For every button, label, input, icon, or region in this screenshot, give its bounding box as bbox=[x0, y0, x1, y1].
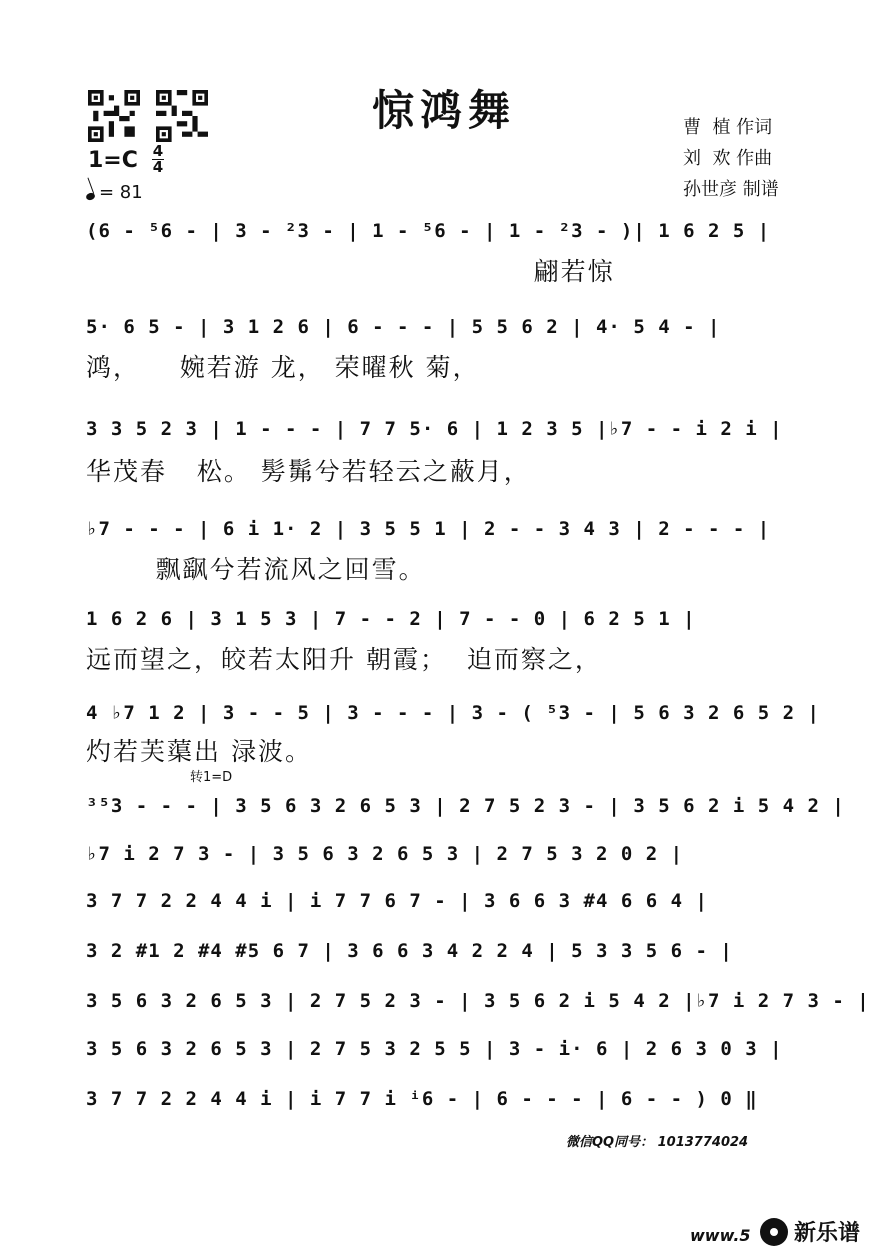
lyric-line-2: 鸿， 婉若游 龙， 荣曜秋 菊， bbox=[86, 353, 480, 382]
score-line-7: ³⁵3 - - - | 3 5 6 3 2 6 5 3 | 2 7 5 2 3 - | 3 5 6 2 i 5 4 2 | bbox=[86, 795, 845, 817]
score-line-11: 3 5 6 3 2 6 5 3 | 2 7 5 2 3 - | 3 5 6 2 i 5 4 2 |♭7 i 2 7 3 - | bbox=[86, 990, 870, 1012]
credits bbox=[683, 112, 779, 205]
brand-name: 新乐谱 bbox=[794, 1221, 861, 1246]
watermark-url: www.5 bbox=[690, 1226, 751, 1245]
score-line-10: 3 2 #1 2 #4 #5 6 7 | 3 6 6 3 4 2 2 4 | 5 3 3 5 6 - | bbox=[86, 940, 733, 962]
lyric-line-3: 华茂春 松。 髣髴兮若轻云之蔽月， bbox=[86, 457, 531, 486]
quarter-note-icon bbox=[85, 192, 96, 202]
score-line-5: 1 6 2 6 | 3 1 5 3 | 7 - - 2 | 7 - - 0 | 6 2 5 1 | bbox=[86, 608, 696, 630]
lyricist-credit: 曹 植 作词 bbox=[683, 117, 773, 138]
score-line-8: ♭7 i 2 7 3 - | 3 5 6 3 2 6 5 3 | 2 7 5 3 2 0 2 | bbox=[86, 843, 684, 865]
score-line-12: 3 5 6 3 2 6 5 3 | 2 7 5 3 2 5 5 | 3 - i· 6 | 2 6 3 0 3 | bbox=[86, 1038, 783, 1060]
score-line-6: 4 ♭7 1 2 | 3 - - 5 | 3 - - - | 3 - ( ⁵3 - | 5 6 3 2 6 5 2 | bbox=[86, 702, 820, 724]
tempo-value: = 81 bbox=[99, 182, 143, 203]
score-line-4: ♭7 - - - | 6 i 1· 2 | 3 5 5 1 | 2 - - 3 4 3 | 2 - - - | bbox=[86, 518, 771, 540]
key-signature: 1=C bbox=[88, 148, 138, 173]
score-line-13: 3 7 7 2 2 4 4 i | i 7 7 i ⁱ6 - | 6 - - - | 6 - - ) 0 ‖ bbox=[86, 1088, 758, 1110]
brand-logo bbox=[760, 1216, 860, 1247]
lyric-line-1: 翩若惊 bbox=[86, 257, 615, 286]
time-signature bbox=[152, 144, 164, 175]
score-line-9: 3 7 7 2 2 4 4 i | i 7 7 6 7 - | 3 6 6 3 #4 6 6 4 | bbox=[86, 890, 708, 912]
lyric-line-5: 远而望之，皎若太阳升 朝霞； 迫而察之， bbox=[86, 645, 602, 674]
lyric-line-6: 灼若芙蕖出 渌波。 bbox=[86, 737, 312, 766]
score-line-1: (6 - ⁵6 - | 3 - ²3 - | 1 - ⁵6 - | 1 - ²3 - )| 1 6 2 5 | bbox=[86, 220, 771, 242]
contact-info: 微信QQ同号： 1013774024 bbox=[566, 1135, 749, 1150]
score-line-3: 3 3 5 2 3 | 1 - - - | 7 7 5· 6 | 1 2 3 5 |♭7 - - i 2 i | bbox=[86, 418, 783, 440]
time-signature-bottom: 4 bbox=[152, 158, 164, 176]
transcriber-credit: 孙世彦 制谱 bbox=[683, 179, 779, 200]
time-signature-top: 4 bbox=[152, 142, 164, 160]
tempo-marking bbox=[86, 182, 143, 203]
score-line-2: 5· 6 5 - | 3 1 2 6 | 6 - - - | 5 5 6 2 | 4· 5 4 - | bbox=[86, 316, 721, 338]
modulation-marking: 转1=D bbox=[190, 770, 233, 785]
lyric-line-4: 飘飖兮若流风之回雪。 bbox=[86, 555, 426, 584]
song-title: 惊鸿舞 bbox=[371, 86, 516, 135]
vinyl-disc-icon bbox=[760, 1218, 788, 1246]
composer-credit: 刘 欢 作曲 bbox=[683, 148, 773, 169]
